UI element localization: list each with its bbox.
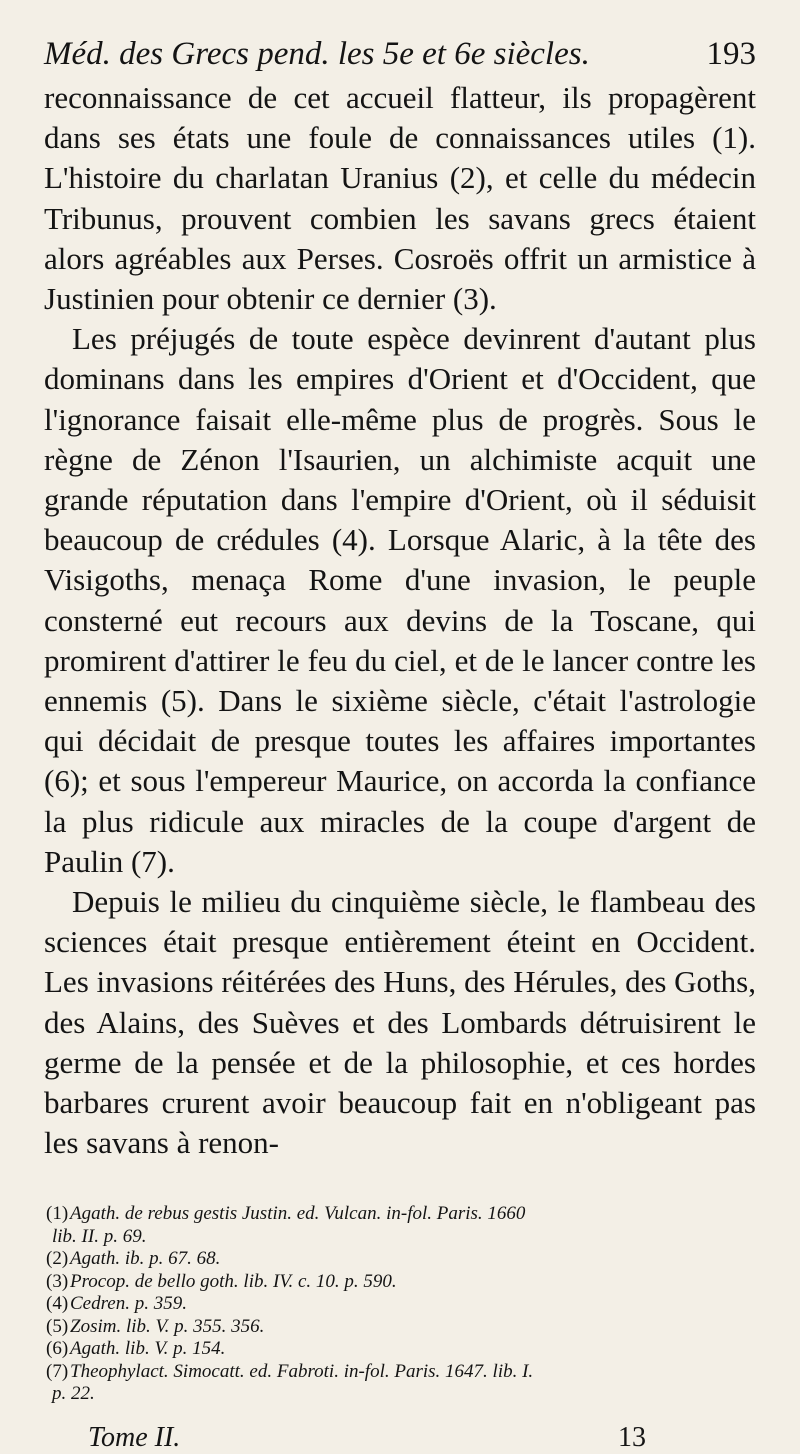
page-number: 193 xyxy=(706,36,756,72)
footnote-text: Zosim. lib. V. p. 355. 356. xyxy=(70,1315,265,1337)
footnote xyxy=(44,1293,756,1316)
footnote xyxy=(44,1248,756,1271)
volume-label: Tome II. xyxy=(88,1421,181,1453)
body-text xyxy=(44,78,756,1163)
footnote-text: lib. II. p. 69. xyxy=(52,1225,147,1247)
footnote-number: (1) xyxy=(46,1203,69,1225)
page-footer xyxy=(44,1422,756,1454)
footnote-number: (3) xyxy=(46,1270,69,1292)
footnote xyxy=(44,1316,756,1339)
footnote-text: Theophylact. Simocatt. ed. Fabroti. in-fol. Paris. 1647. lib. I. xyxy=(70,1360,534,1382)
footnote-text: Agath. de rebus gestis Justin. ed. Vulcan. in-fol. Paris. 1660 xyxy=(70,1203,526,1225)
footnotes xyxy=(44,1203,756,1406)
footnote xyxy=(44,1338,756,1361)
footnote-number: (6) xyxy=(46,1338,69,1360)
footnote xyxy=(44,1361,756,1384)
footnote-number: (2) xyxy=(46,1248,69,1270)
footnote-text: Cedren. p. 359. xyxy=(70,1293,187,1315)
running-header xyxy=(44,36,756,74)
running-title: Méd. des Grecs pend. les 5e et 6e siècles. xyxy=(44,36,590,72)
footnote-number: (7) xyxy=(46,1360,69,1382)
footnote xyxy=(44,1271,756,1294)
footnote-number: (4) xyxy=(46,1293,69,1315)
signature-mark: 13 xyxy=(618,1421,646,1453)
paragraph: reconnaissance de cet accueil flatteur, ils propagèrent dans ses états une foule de connaissances utiles (1). L'histoire du charlatan Uranius (2), et celle du médecin Tribunus, prouvent combien les savans grecs étaient alors agréables aux Perses. Cosroës offrit un armistice à Justinien pour obtenir ce dernier (3). xyxy=(44,79,756,316)
paragraph: Les préjugés de toute espèce devinrent d'autant plus dominans dans les empires d'Orient et d'Occident, que l'ignorance faisait elle-même plus de progrès. Sous le règne de Zénon l'Isaurien, un alchimiste acquit une grande réputation dans l'empire d'Orient, où il séduisit beaucoup de crédules (4). Lorsque Alaric, à la tête des Visigoths, menaça Rome d'une invasion, le peuple consterné eut recours aux devins de la Toscane, qui promirent d'attirer le feu du ciel, et de le lancer contre les ennemis (5). Dans le sixième siècle, c'était l'astrologie qui décidait de presque toutes les affaires importantes (6); et sous l'empereur Maurice, on accorda la confiance la plus ridicule aux miracles de la coupe d'argent de Paulin (7). xyxy=(44,321,756,879)
footnote-number: (5) xyxy=(46,1315,69,1337)
footnote-continuation xyxy=(44,1383,756,1406)
footnote-continuation xyxy=(44,1226,756,1249)
footnote-text: Procop. de bello goth. lib. IV. c. 10. p. 590. xyxy=(70,1270,397,1292)
paragraph: Depuis le milieu du cinquième siècle, le flambeau des sciences était presque entièrement éteint en Occident. Les invasions réitérées des Huns, des Hérules, des Goths, des Alains, des Suèves et des Lombards détruisirent le germe de la pensée et de la philosophie, et ces hordes barbares crurent avoir beaucoup fait en n'obligeant pas les savans à renon- xyxy=(44,884,756,1161)
footnote xyxy=(44,1203,756,1226)
footnote-text: p. 22. xyxy=(52,1383,95,1405)
footnote-text: Agath. lib. V. p. 154. xyxy=(70,1338,226,1360)
footnote-text: Agath. ib. p. 67. 68. xyxy=(70,1248,221,1270)
